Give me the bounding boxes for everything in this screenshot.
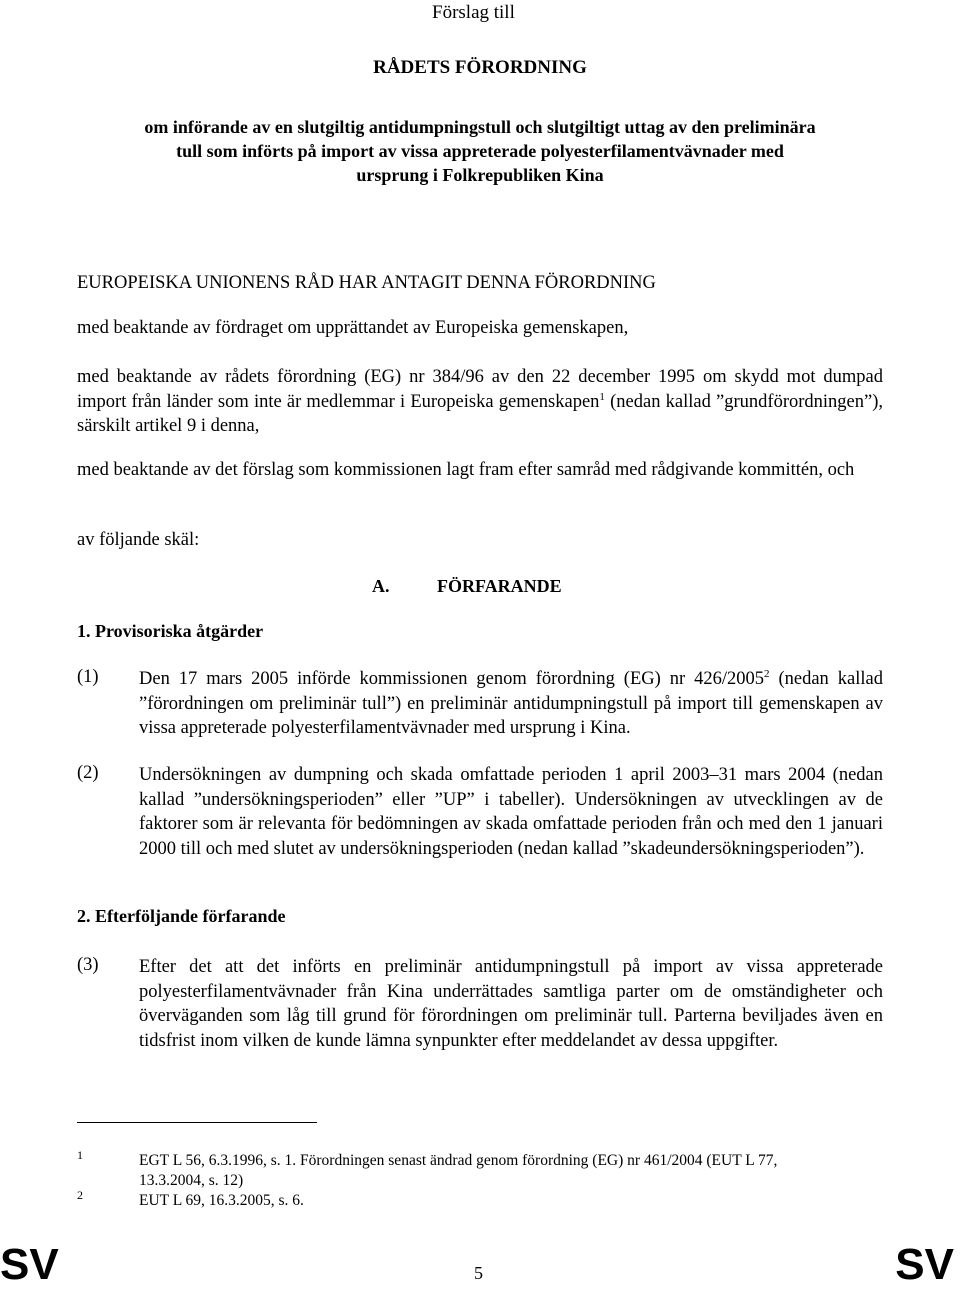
paragraph-number: (1) [77, 667, 99, 687]
footnote-line: EGT L 56, 6.3.1996, s. 1. Förordningen senast ändrad genom förordning (EG) nr 461/2004 (EUT L 77, [139, 1152, 778, 1169]
footnote-text [139, 1151, 883, 1191]
citation-treaty: med beaktande av fördraget om upprättandet av Europeiska gemenskapen, [77, 318, 629, 338]
document-subtitle [0, 115, 960, 187]
citation-basic-regulation [77, 365, 883, 439]
footnote-number: 2 [77, 1188, 83, 1202]
recitals-intro: av följande skäl: [77, 530, 200, 550]
footnote-line: 13.3.2004, s. 12) [139, 1172, 244, 1189]
footnote-ref: 1 [599, 390, 605, 403]
subsection-heading: 1. Provisoriska åtgärder [77, 621, 264, 641]
paragraph-text-part: Den 17 mars 2005 införde kommissionen genom förordning (EG) nr 426/2005 [139, 669, 765, 689]
paragraph-number: (2) [77, 763, 99, 783]
citation-proposal: med beaktande av det förslag som kommissionen lagt fram efter samråd med rådgivande kommittén, och [77, 460, 855, 480]
footnote-text: EUT L 69, 16.3.2005, s. 6. [139, 1192, 304, 1209]
page-number: 5 [474, 1263, 483, 1283]
proposal-label: Förslag till [432, 2, 515, 23]
paragraph-number: (3) [77, 955, 99, 975]
subtitle-line: ursprung i Folkrepubliken Kina [356, 165, 604, 185]
citation-text: (nedan kallad ”grundförordningen”), särskilt artikel 9 i denna, [77, 391, 883, 436]
footnote-number: 1 [77, 1148, 83, 1162]
section-letter: A. [372, 576, 390, 596]
footnote-separator [77, 1122, 317, 1123]
language-code-right: SV [895, 1240, 954, 1289]
section-title: FÖRFARANDE [437, 576, 562, 596]
paragraph-text [139, 667, 883, 741]
citation-text: med beaktande av rådets förordning (EG) nr 384/96 av den 22 december 1995 om skydd mot dumpad import från länder som inte är medlemmar i Europeiska gemenskapen [77, 367, 883, 412]
paragraph-text-part: (nedan kallad ”förordningen om preliminär tull”) en preliminär antidumpningstull på import till gemenskapen av vissa appreterade polyesterfilamentvävnader med ursprung i Kina. [139, 669, 883, 738]
language-code-left: SV [0, 1240, 59, 1289]
paragraph-text: Efter det att det införts en preliminär antidumpningstull på import av vissa appreterade polyesterfilamentvävnader från Kina underrättades samtliga parter om de omständigheter och överväganden som låg till grund för förordningen om preliminär tull. Parterna beviljades även en tidsfrist inom vilken de kunde lämna synpunkter efter meddelandet av dessa uppgifter. [139, 957, 883, 1051]
adoption-statement: EUROPEISKA UNIONENS RÅD HAR ANTAGIT DENNA FÖRORDNING [77, 273, 656, 293]
paragraph-text: Undersökningen av dumpning och skada omfattade perioden 1 april 2003–31 mars 2004 (nedan kallad ”undersökningsperioden” eller ”UP” i tabeller). Undersökningen av utvecklingen av de faktorer som är relevanta för bedömningen av skada omfattade perioden från och med den 1 januari 2000 till och med slutet av undersökningsperioden (nedan kallad ”skadeundersökningsperioden”). [139, 765, 883, 859]
document-title: RÅDETS FÖRORDNING [373, 57, 587, 78]
footnote-ref: 2 [764, 667, 770, 680]
subtitle-line: tull som införts på import av vissa appreterade polyesterfilamentvävnader med [176, 141, 784, 161]
subsection-heading: 2. Efterföljande förfarande [77, 906, 286, 926]
subtitle-line: om införande av en slutgiltig antidumpningstull och slutgiltigt uttag av den preliminära [144, 117, 816, 137]
